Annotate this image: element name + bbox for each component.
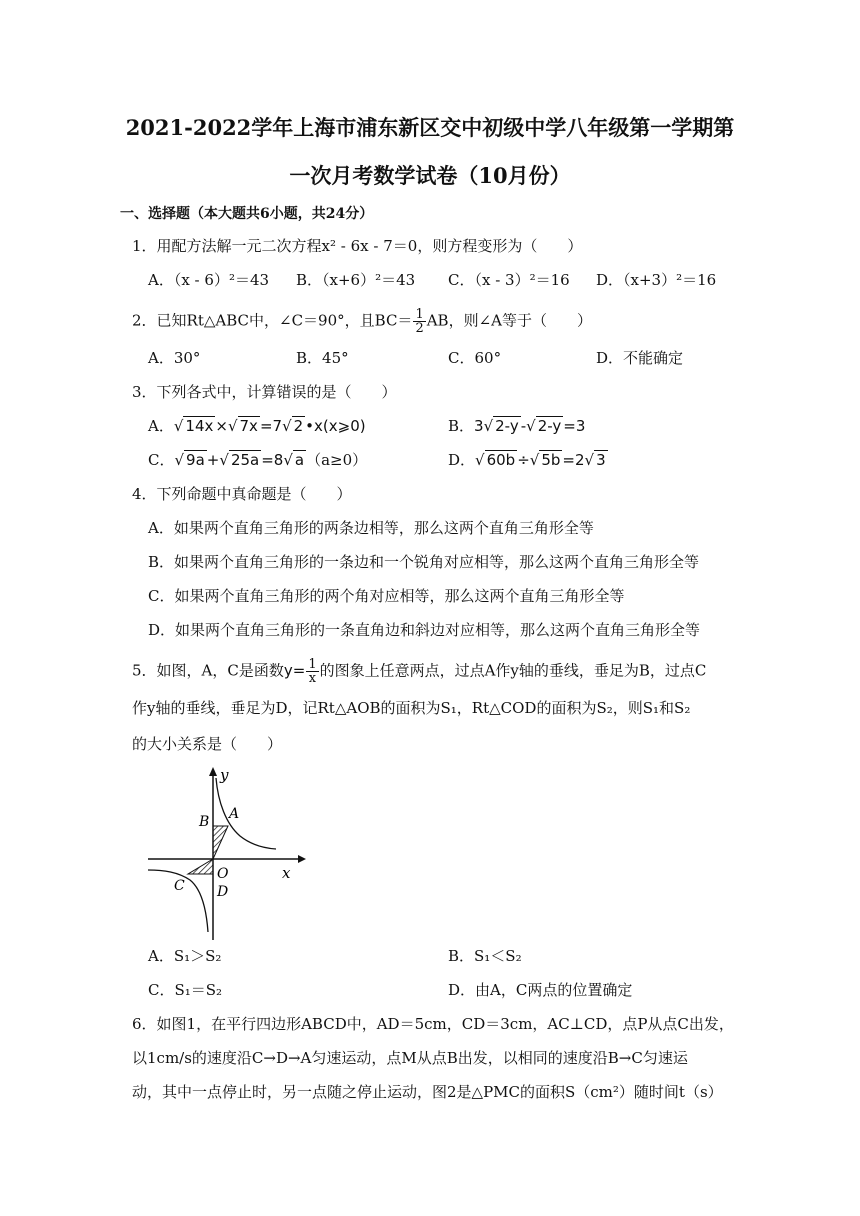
section-heading: 一、选择题（本大题共6小题，共24分） bbox=[120, 206, 374, 222]
q3-option-c: C．√ 9a +√ 25a =8√ a （a≥0） bbox=[148, 451, 368, 469]
q5-option-c: C．S₁＝S₂ bbox=[148, 981, 223, 999]
q2-stem-pre: 2．已知Rt△ABC中，∠C＝90°，且BC＝ bbox=[132, 311, 413, 330]
q4-option-b: B．如果两个直角三角形的一条边和一个锐角对应相等，那么这两个直角三角形全等 bbox=[148, 553, 700, 571]
q1-option-b: B．（x+6）²＝43 bbox=[296, 271, 416, 289]
q4-option-d: D．如果两个直角三角形的一条直角边和斜边对应相等，那么这两个直角三角形全等 bbox=[148, 621, 701, 639]
sqrt-14x: √ 14x bbox=[173, 417, 214, 435]
q3-b-label: B． bbox=[448, 417, 475, 435]
q3-stem: 3．下列各式中，计算错误的是（ ） bbox=[132, 383, 397, 401]
q2-stem-post: AB，则∠A等于（ ） bbox=[426, 311, 592, 330]
q3-a-label: A． bbox=[148, 417, 174, 435]
q4-stem: 4．下列命题中真命题是（ ） bbox=[132, 485, 352, 503]
q5-figure bbox=[140, 762, 310, 942]
q1-stem: 1．用配方法解一元二次方程x² ‑ 6x ‑ 7＝0，则方程变形为（ ） bbox=[132, 237, 583, 255]
q4-option-c: C．如果两个直角三角形的两个角对应相等，那么这两个直角三角形全等 bbox=[148, 587, 625, 605]
q5-frac-num: 1 bbox=[308, 657, 317, 672]
q5-option-d: D．由A，C两点的位置确定 bbox=[448, 981, 633, 999]
sqrt-9a: √ 9a bbox=[174, 451, 205, 469]
q2-option-b: B．45° bbox=[296, 349, 349, 367]
sqrt-2-y: √ 2-y bbox=[483, 417, 519, 435]
q2-frac-num: 1 bbox=[415, 307, 424, 322]
label-d: D bbox=[217, 884, 229, 900]
label-o: O bbox=[217, 866, 229, 882]
q5-stem-line3: 的大小关系是（ ） bbox=[132, 735, 283, 753]
q5-stem1-post: 的图象上任意两点，过点A作y轴的垂线，垂足为B，过点C bbox=[319, 661, 707, 680]
q3-option-a: A．√ 14x ×√ 7x =7√ 2 •x(x⩾0) bbox=[148, 417, 366, 435]
q5-stem1-pre: 5．如图，A，C是函数 bbox=[132, 661, 284, 680]
q5-stem-line2: 作y轴的垂线，垂足为D，记Rt△AOB的面积为S₁，Rt△COD的面积为S₂，则S₁和S₂ bbox=[132, 699, 691, 717]
q5-option-b: B．S₁＜S₂ bbox=[448, 947, 522, 965]
sqrt-2: √ 2 bbox=[282, 417, 304, 435]
sqrt-25a: √ 25a bbox=[219, 451, 260, 469]
label-c: C bbox=[174, 878, 185, 894]
q2-option-c: C．60° bbox=[448, 349, 502, 367]
q5-stem-line1 bbox=[132, 658, 706, 685]
sqrt-2-y-b: √ 2-y bbox=[526, 417, 562, 435]
q3-option-d: D．√ 60b ÷√ 5b =2√ 3 bbox=[448, 451, 606, 469]
q6-line2: 以1cm/s的速度沿C→D→A匀速运动，点M从点B出发，以相同的速度沿B→C匀速运 bbox=[132, 1049, 688, 1067]
q2-stem bbox=[132, 308, 592, 335]
q2-fraction bbox=[413, 308, 425, 335]
label-a: A bbox=[229, 806, 240, 822]
exam-title-line2: 一次月考数学试卷（10月份） bbox=[289, 163, 571, 188]
hyperbola-branch-q1 bbox=[216, 778, 276, 849]
q5-option-a: A．S₁＞S₂ bbox=[148, 947, 222, 965]
q1-option-c: C．（x ‑ 3）²＝16 bbox=[448, 271, 570, 289]
y-axis-arrow bbox=[209, 767, 217, 776]
sqrt-5b: √ 5b bbox=[529, 451, 561, 469]
sqrt-7x: √ 7x bbox=[227, 417, 258, 435]
label-b: B bbox=[199, 814, 210, 830]
q1-option-d: D．（x+3）²＝16 bbox=[596, 271, 717, 289]
triangle-aob bbox=[213, 826, 228, 859]
q3-d-label: D． bbox=[448, 451, 476, 469]
q5-frac-den: x bbox=[308, 671, 317, 686]
q2-option-d: D．不能确定 bbox=[596, 349, 684, 367]
label-x: x bbox=[282, 864, 291, 882]
q5-func-y: y= bbox=[283, 661, 306, 680]
triangle-cod bbox=[188, 859, 213, 874]
label-y: y bbox=[220, 766, 229, 784]
q3-option-b: B．3√ 2-y -√ 2-y =3 bbox=[448, 417, 586, 435]
q6-line1: 6．如图1，在平行四边形ABCD中，AD＝5cm，CD＝3cm，AC⊥CD，点P从点C出发， bbox=[132, 1015, 734, 1033]
sqrt-60b: √ 60b bbox=[475, 451, 516, 469]
q3-c-label: C． bbox=[148, 451, 175, 469]
q6-line3: 动，其中一点停止时，另一点随之停止运动，图2是△PMC的面积S（cm²）随时间t（s） bbox=[132, 1083, 723, 1101]
exam-title-line1: 2021-2022学年上海市浦东新区交中初级中学八年级第一学期第 bbox=[125, 115, 735, 140]
q5-fraction bbox=[306, 658, 318, 685]
sqrt-3: √ 3 bbox=[584, 451, 606, 469]
q2-frac-den: 2 bbox=[415, 321, 424, 336]
q1-option-a: A．（x ‑ 6）²＝43 bbox=[148, 271, 270, 289]
sqrt-a: √ a bbox=[283, 451, 305, 469]
x-axis-arrow bbox=[298, 855, 306, 863]
q4-option-a: A．如果两个直角三角形的两条边相等，那么这两个直角三角形全等 bbox=[148, 519, 594, 537]
q2-option-a: A．30° bbox=[148, 349, 201, 367]
